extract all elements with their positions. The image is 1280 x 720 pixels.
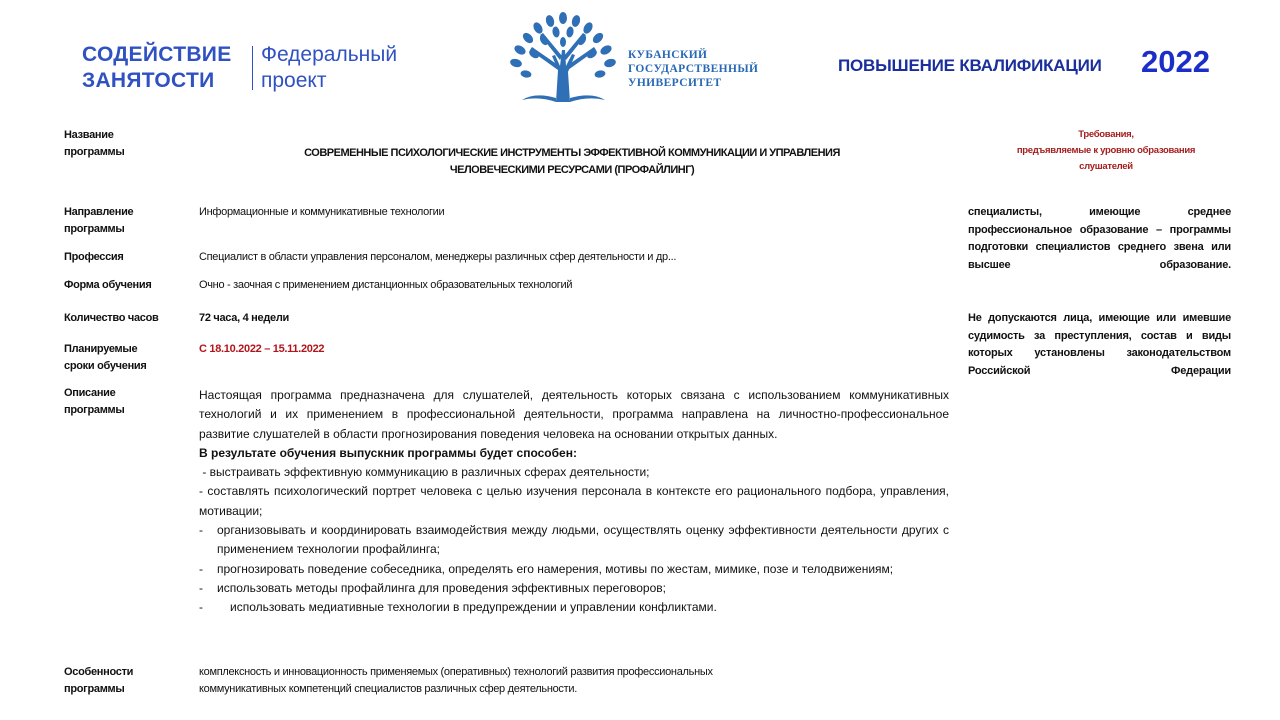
description-body (199, 386, 949, 618)
requirements-heading-line2: предъявляемые к уровню образования (1016, 145, 1196, 156)
features-value-line2: коммуникативных компетенций специалистов различных сфер деятельности. (199, 683, 577, 695)
ksu-name-line2: ГОСУДАРСТВЕННЫЙ (628, 63, 759, 75)
form-label: Форма обучения (64, 279, 152, 291)
description-label (64, 385, 124, 419)
name-label-line1: Название (64, 129, 114, 141)
ksu-name-line3: УНИВЕРСИТЕТ (628, 77, 722, 89)
description-item: - составлять психологический портрет человека с целью изучения персонала в контексте его рационального подбора, управления, мотивации; (199, 484, 949, 518)
features-label-line1: Особенности (64, 666, 134, 678)
ksu-logo (500, 10, 770, 105)
program-title (236, 145, 908, 179)
description-item: - организовывать и координировать взаимодействия между людьми, осуществлять оценку эффективности деятельности других с применением технологии профайлинга; (199, 523, 949, 557)
tree-emblem-icon (500, 10, 625, 105)
description-label-line1: Описание (64, 387, 116, 399)
direction-label (64, 204, 133, 238)
features-value (199, 664, 713, 698)
requirements-heading-line3: слушателей (1079, 161, 1133, 172)
logo-text-line1: СОДЕЙСТВИЕ (82, 43, 232, 66)
description-label-line2: программы (64, 404, 125, 416)
dates-label (64, 341, 147, 375)
hours-value: 72 часа, 4 недели (199, 312, 289, 324)
year-heading: 2022 (1141, 44, 1210, 79)
requirements-education: специалисты, имеющие среднее профессиональное образование – программы подготовки специалистов среднего звена или высшее образование. (968, 206, 1231, 271)
features-value-line1: комплексность и инновационность применяемых (оперативных) технологий развития профессиональных (199, 666, 713, 678)
requirements-heading-line1: Требования, (1078, 129, 1134, 140)
program-title-line2: ЧЕЛОВЕЧЕСКИМИ РЕСУРСАМИ (ПРОФАЙЛИНГ) (449, 164, 695, 176)
direction-value: Информационные и коммуникативные технологии (199, 206, 445, 218)
description-item-text: прогнозировать поведение собеседника, определять его намерения, мотивы по жестам, мимике, позе и телодвижениям; (217, 561, 894, 576)
program-title-line1: СОВРЕМЕННЫЕ ПСИХОЛОГИЧЕСКИЕ ИНСТРУМЕНТЫ ЭФФЕКТИВНОЙ КОММУНИКАЦИИ И УПРАВЛЕНИЯ (304, 147, 840, 159)
features-label (64, 664, 133, 698)
requirements-heading (980, 127, 1232, 175)
description-intro: Настоящая программа предназначена для слушателей, деятельность которых связана с использованием коммуникативных технологий и их применением в профессиональной деятельности, программа направлена на личностно-профессиональное развитие слушателей в области прогнозирования поведения человека на основании открытых данных. (199, 388, 949, 441)
description-item: - использовать медиативные технологии в предупреждении и управлении конфликтами. (199, 600, 717, 615)
description-item-text: использовать методы профайлинга для проведения эффективных переговоров; (217, 580, 666, 595)
features-label-line2: программы (64, 683, 125, 695)
hours-label: Количество часов (64, 312, 159, 324)
federal-text-line1: Федеральный (261, 43, 398, 66)
logo-text-line2: ЗАНЯТОСТИ (82, 69, 215, 92)
description-result-heading: В результате обучения выпускник программы будет способен: (199, 445, 577, 460)
name-label (64, 127, 124, 161)
description-item-text: использовать медиативные технологии в предупреждении и управлении конфликтами. (230, 600, 717, 615)
description-item-text: организовывать и координировать взаимодействия между людьми, осуществлять оценку эффективности деятельности других с применением технологии профайлинга; (217, 523, 949, 557)
upgrade-heading: ПОВЫШЕНИЕ КВАЛИФИКАЦИИ (838, 56, 1102, 75)
direction-label-line1: Направление (64, 206, 134, 218)
form-value: Очно - заочная с применением дистанционных образовательных технологий (199, 279, 573, 291)
name-label-line2: программы (64, 146, 125, 158)
dates-label-line1: Планируемые (64, 343, 138, 355)
profession-label: Профессия (64, 251, 124, 263)
logo-divider (252, 46, 253, 90)
dates-label-line2: сроки обучения (64, 360, 147, 372)
direction-label-line2: программы (64, 223, 125, 235)
description-item: - прогнозировать поведение собеседника, определять его намерения, мотивы по жестам, мимике, позе и телодвижениям; (199, 561, 894, 576)
ksu-name-line1: КУБАНСКИЙ (628, 49, 708, 61)
dates-value: С 18.10.2022 – 15.11.2022 (199, 343, 325, 355)
federal-text-line2: проект (261, 69, 327, 92)
description-item: - выстраивать эффективную коммуникацию в различных сферах деятельности; (199, 465, 650, 480)
sodeistvie-zanyatosti-logo (82, 42, 412, 94)
requirements-restriction: Не допускаются лица, имеющие или имевшие судимость за преступления, состав и виды которых установлены законодательством Российской Федерации (968, 312, 1231, 377)
profession-value: Специалист в области управления персоналом, менеджеры различных сфер деятельности и др... (199, 251, 677, 263)
description-item: - использовать методы профайлинга для проведения эффективных переговоров; (199, 580, 666, 595)
